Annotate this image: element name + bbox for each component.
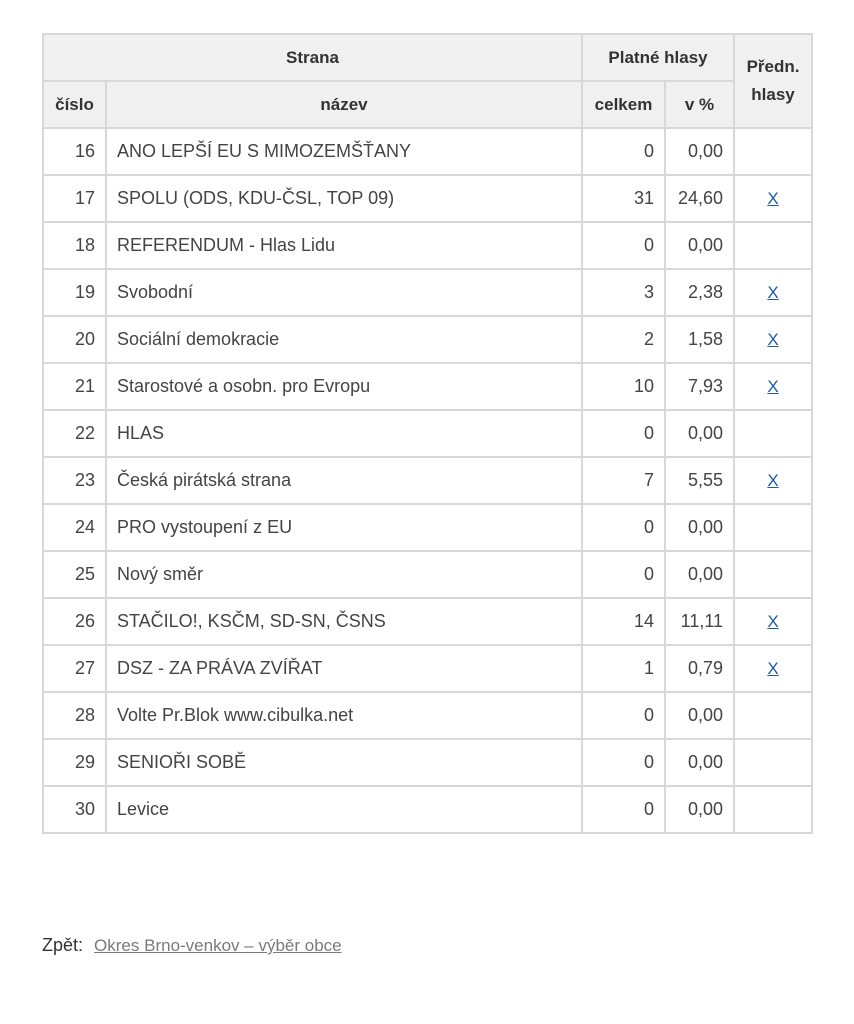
cell-pct: 0,00 bbox=[665, 551, 734, 598]
cell-pct: 0,00 bbox=[665, 692, 734, 739]
cell-predn-hlasy bbox=[734, 551, 812, 598]
cell-pct: 0,00 bbox=[665, 739, 734, 786]
cell-cislo: 21 bbox=[43, 363, 106, 410]
preferential-votes-link[interactable]: X bbox=[767, 659, 779, 678]
cell-nazev: DSZ - ZA PRÁVA ZVÍŘAT bbox=[106, 645, 582, 692]
cell-predn-hlasy bbox=[734, 316, 812, 363]
cell-cislo: 18 bbox=[43, 222, 106, 269]
cell-nazev: Nový směr bbox=[106, 551, 582, 598]
cell-cislo: 19 bbox=[43, 269, 106, 316]
preferential-votes-link[interactable]: X bbox=[767, 330, 779, 349]
cell-celkem: 31 bbox=[582, 175, 665, 222]
preferential-votes-link[interactable]: X bbox=[767, 612, 779, 631]
cell-nazev: SENIOŘI SOBĚ bbox=[106, 739, 582, 786]
header-predn-line1: Předn. bbox=[746, 57, 800, 76]
results-table-container bbox=[42, 33, 811, 834]
table-row bbox=[43, 457, 812, 504]
table-row bbox=[43, 786, 812, 833]
cell-predn-hlasy bbox=[734, 457, 812, 504]
cell-pct: 0,00 bbox=[665, 786, 734, 833]
table-body bbox=[43, 128, 812, 833]
cell-cislo: 30 bbox=[43, 786, 106, 833]
cell-predn-hlasy bbox=[734, 645, 812, 692]
cell-pct: 24,60 bbox=[665, 175, 734, 222]
cell-predn-hlasy bbox=[734, 692, 812, 739]
cell-predn-hlasy bbox=[734, 222, 812, 269]
cell-nazev: REFERENDUM - Hlas Lidu bbox=[106, 222, 582, 269]
cell-cislo: 23 bbox=[43, 457, 106, 504]
cell-predn-hlasy bbox=[734, 128, 812, 175]
table-row bbox=[43, 504, 812, 551]
cell-celkem: 0 bbox=[582, 739, 665, 786]
cell-predn-hlasy bbox=[734, 175, 812, 222]
cell-predn-hlasy bbox=[734, 410, 812, 457]
header-predn-hlasy bbox=[734, 34, 812, 128]
table-row bbox=[43, 128, 812, 175]
table-row bbox=[43, 551, 812, 598]
cell-celkem: 0 bbox=[582, 222, 665, 269]
cell-nazev: Sociální demokracie bbox=[106, 316, 582, 363]
table-row bbox=[43, 692, 812, 739]
cell-cislo: 29 bbox=[43, 739, 106, 786]
back-link[interactable]: Okres Brno-venkov – výběr obce bbox=[94, 936, 342, 955]
cell-nazev: HLAS bbox=[106, 410, 582, 457]
cell-celkem: 7 bbox=[582, 457, 665, 504]
table-row bbox=[43, 175, 812, 222]
header-v-pct: v % bbox=[665, 81, 734, 128]
cell-celkem: 3 bbox=[582, 269, 665, 316]
cell-cislo: 24 bbox=[43, 504, 106, 551]
header-cislo: číslo bbox=[43, 81, 106, 128]
header-platne-hlasy: Platné hlasy bbox=[582, 34, 734, 81]
header-row-top bbox=[43, 34, 812, 81]
cell-pct: 5,55 bbox=[665, 457, 734, 504]
cell-predn-hlasy bbox=[734, 504, 812, 551]
cell-cislo: 16 bbox=[43, 128, 106, 175]
back-label: Zpět: bbox=[42, 935, 84, 955]
cell-cislo: 20 bbox=[43, 316, 106, 363]
preferential-votes-link[interactable]: X bbox=[767, 377, 779, 396]
table-row bbox=[43, 645, 812, 692]
cell-pct: 2,38 bbox=[665, 269, 734, 316]
cell-celkem: 14 bbox=[582, 598, 665, 645]
preferential-votes-link[interactable]: X bbox=[767, 189, 779, 208]
cell-nazev: Levice bbox=[106, 786, 582, 833]
cell-nazev: PRO vystoupení z EU bbox=[106, 504, 582, 551]
cell-celkem: 10 bbox=[582, 363, 665, 410]
cell-predn-hlasy bbox=[734, 739, 812, 786]
table-row bbox=[43, 410, 812, 457]
cell-pct: 0,00 bbox=[665, 128, 734, 175]
cell-predn-hlasy bbox=[734, 269, 812, 316]
cell-cislo: 27 bbox=[43, 645, 106, 692]
cell-pct: 0,00 bbox=[665, 504, 734, 551]
table-header bbox=[43, 34, 812, 128]
cell-cislo: 25 bbox=[43, 551, 106, 598]
cell-celkem: 1 bbox=[582, 645, 665, 692]
cell-nazev: STAČILO!, KSČM, SD-SN, ČSNS bbox=[106, 598, 582, 645]
cell-cislo: 22 bbox=[43, 410, 106, 457]
cell-cislo: 17 bbox=[43, 175, 106, 222]
table-row bbox=[43, 739, 812, 786]
cell-predn-hlasy bbox=[734, 363, 812, 410]
cell-nazev: Volte Pr.Blok www.cibulka.net bbox=[106, 692, 582, 739]
header-row-bottom bbox=[43, 81, 812, 128]
table-row bbox=[43, 269, 812, 316]
cell-pct: 0,79 bbox=[665, 645, 734, 692]
cell-celkem: 0 bbox=[582, 410, 665, 457]
cell-nazev: Svobodní bbox=[106, 269, 582, 316]
cell-cislo: 28 bbox=[43, 692, 106, 739]
table-row bbox=[43, 598, 812, 645]
header-strana: Strana bbox=[43, 34, 582, 81]
cell-pct: 11,11 bbox=[665, 598, 734, 645]
preferential-votes-link[interactable]: X bbox=[767, 471, 779, 490]
header-celkem: celkem bbox=[582, 81, 665, 128]
table-row bbox=[43, 222, 812, 269]
results-table bbox=[42, 33, 813, 834]
cell-predn-hlasy bbox=[734, 598, 812, 645]
cell-celkem: 0 bbox=[582, 692, 665, 739]
cell-nazev: Starostové a osobn. pro Evropu bbox=[106, 363, 582, 410]
cell-pct: 1,58 bbox=[665, 316, 734, 363]
cell-celkem: 0 bbox=[582, 128, 665, 175]
cell-pct: 7,93 bbox=[665, 363, 734, 410]
cell-nazev: Česká pirátská strana bbox=[106, 457, 582, 504]
cell-celkem: 2 bbox=[582, 316, 665, 363]
cell-nazev: ANO LEPŠÍ EU S MIMOZEMŠŤANY bbox=[106, 128, 582, 175]
cell-celkem: 0 bbox=[582, 786, 665, 833]
cell-pct: 0,00 bbox=[665, 410, 734, 457]
cell-pct: 0,00 bbox=[665, 222, 734, 269]
header-predn-line2: hlasy bbox=[751, 85, 795, 104]
back-navigation bbox=[42, 935, 342, 956]
preferential-votes-link[interactable]: X bbox=[767, 283, 779, 302]
cell-predn-hlasy bbox=[734, 786, 812, 833]
table-row bbox=[43, 363, 812, 410]
header-nazev: název bbox=[106, 81, 582, 128]
cell-nazev: SPOLU (ODS, KDU-ČSL, TOP 09) bbox=[106, 175, 582, 222]
cell-celkem: 0 bbox=[582, 551, 665, 598]
cell-celkem: 0 bbox=[582, 504, 665, 551]
table-row bbox=[43, 316, 812, 363]
cell-cislo: 26 bbox=[43, 598, 106, 645]
